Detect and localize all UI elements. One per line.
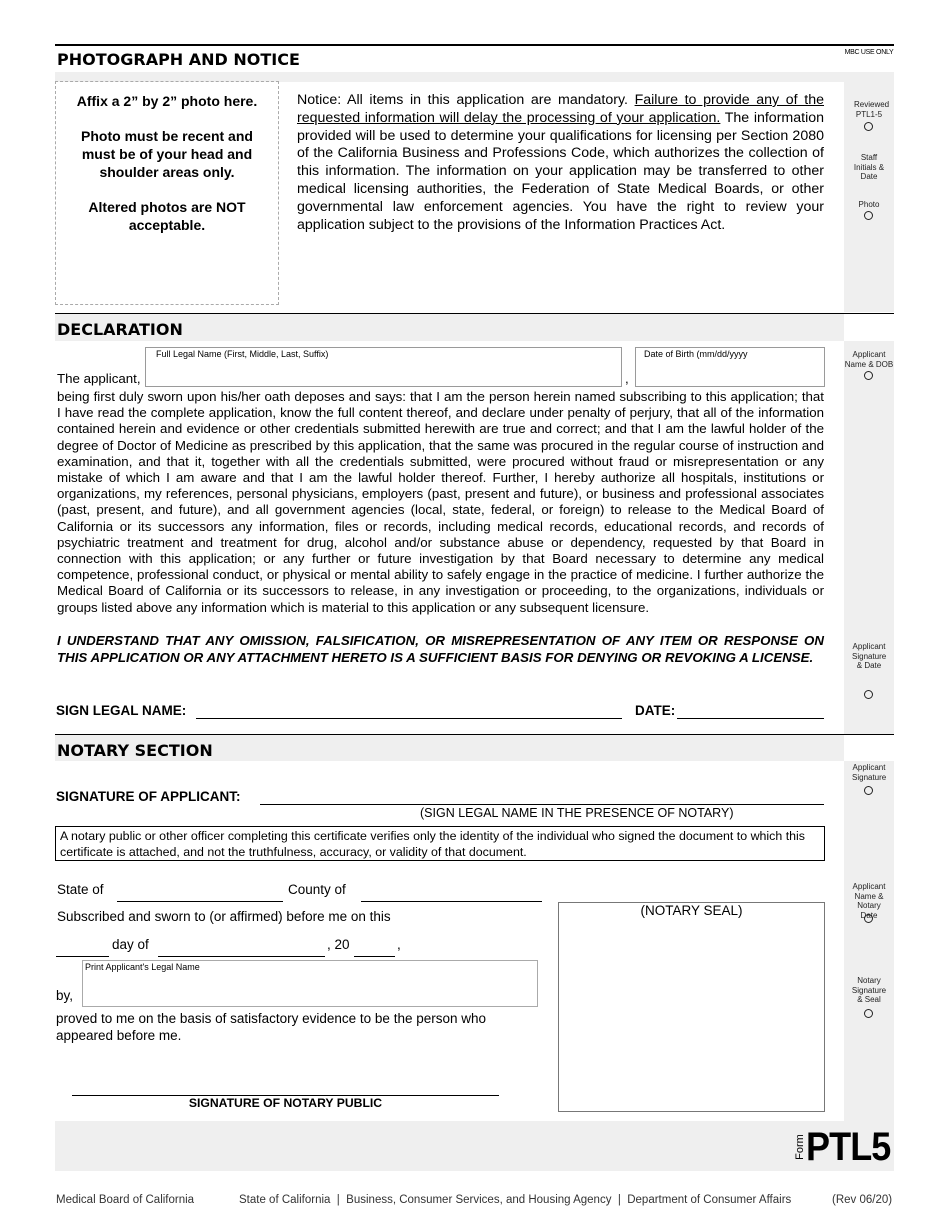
sidebar-staff-initials-label: Staff Initials & Date [853,153,885,181]
notary-seal-label: (NOTARY SEAL) [640,903,743,918]
sidebar-applicant-signature-label: Applicant Signature [852,763,887,782]
subscribed-sworn-text: Subscribed and sworn to (or affirmed) before me on this [57,909,391,924]
photo-size-instruction: Affix a 2” by 2” photo here. [76,93,258,109]
sidebar-notary-signature-seal-label: Notary Signature & Seal [851,976,887,1004]
mbc-sidebar-bottom [844,761,894,1171]
proved-text: proved to me on the basis of satisfactory evidence to be the person who appeared before me. [56,1011,487,1043]
photo-affix-box[interactable] [55,81,279,305]
sidebar-photo-label: Photo [858,200,880,209]
sign-presence-note: (SIGN LEGAL NAME IN THE PRESENCE OF NOTARY) [420,806,734,820]
sidebar-applicant-name-dob-label: Applicant Name & DOB [844,350,894,369]
notice-rest: The information provided will be used to determine your qualifications for licensing per Section 2080 of the California Business and Professions Code, which authorizes the collection of this information. The information on your application may be transferred to other medical licensing authorities, the Federation of State Medical Boards, or other governmental law enforcement agencies. You have the right to review your application subject to the provisions of the Information Practices Act. [297,109,824,233]
form-code: PTL5 [806,1125,891,1169]
photo-altered-instruction: Altered photos are NOT acceptable. [88,199,246,233]
notary-signature-label: SIGNATURE OF NOTARY PUBLIC [188,1096,383,1110]
notary-seal-box[interactable] [558,902,825,1112]
mbc-use-only-label: MBC USE ONLY [844,49,894,56]
year-prefix: , 20 [327,937,350,952]
declaration-title: DECLARATION [57,320,183,339]
day-of-label: day of [112,937,149,952]
declaration-date-label: DATE: [635,703,676,718]
declaration-body: being first duly sworn upon his/her oath deposes and says: that I am the person herein named subscribing to this application; that I have read the complete application, know the full content thereof, and declare under penalty of perjury, that all of the information contained herein and evidence or other credentials submitted herewith are true and correct; and that I am the lawful holder of the degree of Doctor of Medicine as prescribed by this application, that the same was procured in the regular course of instruction and examination, and that it, together with all the credentials submitted, were procured without fraud or misrepresentation or any mistake of which I am aware and that I am the lawful holder thereof. Further, I hereby authorize all hospitals, institutions or organizations, my references, personal physicians, employers (past, present and future), or business and professional associates (past, present, and future), and all government agencies (local, state, federal, or foreign) to release to the Medical Board of California or its successors any information, files or records, including medical records, educational records, and records of psychiatric treatment and treatment for drug, alcohol and/or substance abuse or dependency, requested by that Board in connection with this application; or any further or future investigation by that Board necessary to determine any medical competence, professional conduct, or physical or mental ability to safely engage in the practice of medicine. I further authorize the Medical Board of California or its successors to release, in any investigation or proceeding, to the organizations, individuals or groups listed above any information which is material to this application or any subsequent licensure. [57,389,824,615]
date-of-birth-label: Date of Birth (mm/dd/yyyy [644,349,748,359]
sign-legal-name-label: SIGN LEGAL NAME: [56,703,187,718]
applicant-name-notary-date-checkbox[interactable] [864,914,873,923]
certificate-note: A notary public or other officer completing this certificate verifies only the identity of the individual who signed the document to which this certificate is attached, and not the truthfulness, accuracy, or validity of that document. [55,826,825,861]
applicant-signature-checkbox[interactable] [864,786,873,795]
county-of-label: County of [288,882,346,897]
sidebar-applicant-signature-date-label: Applicant Signature & Date [852,642,887,670]
state-of-label: State of [57,882,104,897]
notary-title: NOTARY SECTION [57,741,213,760]
signature-of-applicant-line[interactable] [260,804,824,805]
form-prefix: Form [794,1134,806,1160]
full-legal-name-label: Full Legal Name (First, Middle, Last, Suffix) [156,349,329,359]
top-rule [55,44,894,46]
footer-rev: (Rev 06/20) [832,1194,893,1206]
notice-lead: Notice: All items in this application are mandatory. [297,92,635,108]
declaration-warning: I UNDERSTAND THAT ANY OMISSION, FALSIFICATION, OR MISREPRESENTATION OF ANY ITEM OR RESPONSE ON THIS APPLICATION OR ANY ATTACHMENT HERETO IS A SUFFICIENT BASIS FOR DENYING OR REVOKING A LICENSE. [57,633,824,665]
sidebar-reviewed-label: Reviewed PTL1-5 [854,100,890,119]
notice-underlined: Failure to provide any of the requested information will delay the processing of your application. [297,92,824,126]
name-dob-separator: , [625,371,629,386]
by-label: by, [56,988,74,1003]
state-of-line[interactable] [117,901,283,902]
notice-text [297,92,824,234]
county-of-line[interactable] [361,901,542,902]
photograph-section-title: PHOTOGRAPH AND NOTICE [57,50,300,69]
sidebar-applicant-name-notary-date-label: Applicant Name & Notary Date [852,882,886,920]
year-suffix: , [397,937,401,952]
applicant-name-dob-checkbox[interactable] [864,371,873,380]
applicant-signature-date-checkbox[interactable] [864,690,873,699]
reviewed-checkbox[interactable] [864,122,873,131]
footer-org: Medical Board of California [56,1194,195,1206]
photo-recent-instruction: Photo must be recent and must be of your head and shoulder areas only. [81,128,253,180]
declaration-date-line[interactable] [677,718,824,719]
day-line[interactable] [56,956,109,957]
signature-of-applicant-label: SIGNATURE OF APPLICANT: [56,789,241,804]
applicant-prefix: The applicant, [57,371,141,386]
year-line[interactable] [354,956,395,957]
bottom-band [55,1121,894,1171]
mbc-sidebar-middle [844,341,894,734]
print-applicant-name-label: Print Applicant's Legal Name [85,962,200,972]
month-line[interactable] [158,956,325,957]
footer-agency: State of California | Business, Consumer Services, and Housing Agency | Department of Consumer Affairs [239,1194,792,1206]
notary-signature-seal-checkbox[interactable] [864,1009,873,1018]
photo-checkbox[interactable] [864,211,873,220]
sign-legal-name-line[interactable] [196,718,622,719]
